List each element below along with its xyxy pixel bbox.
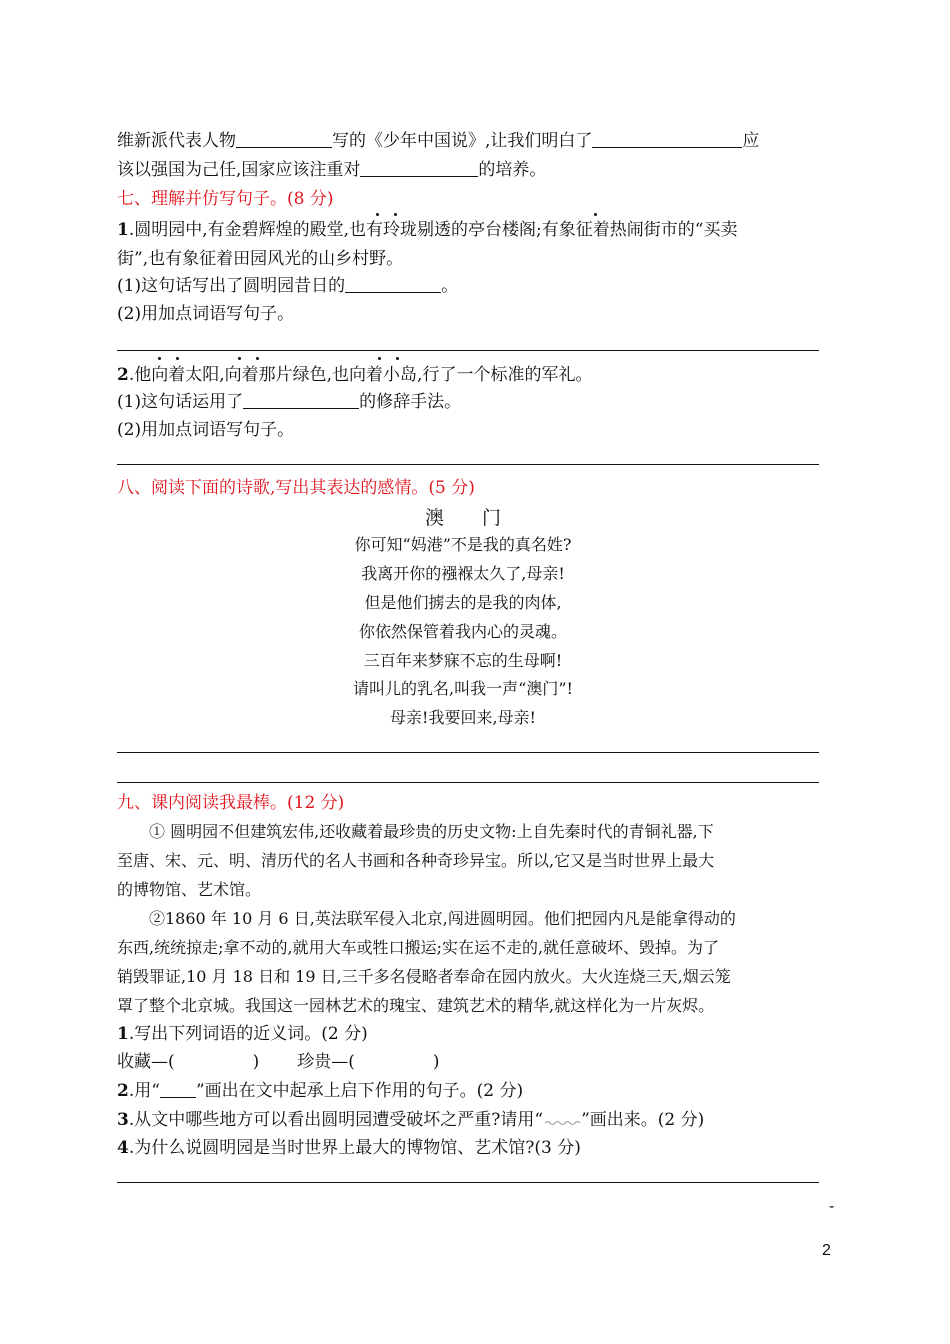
section-8-heading: 八、阅读下面的诗歌,写出其表达的感情。(5 分): [117, 478, 475, 498]
text-segment: 维新派代表人物: [117, 131, 236, 151]
emphasis-dot: [256, 357, 259, 360]
answer-blank[interactable]: [592, 130, 742, 148]
text-segment: .用“: [128, 1081, 160, 1101]
s7-q2-sub-2: (2)用加点词语写句子。: [117, 420, 295, 440]
footer-dash: -: [829, 1198, 835, 1215]
answer-blank[interactable]: [243, 391, 359, 409]
wavy-underline-sample: [543, 1112, 581, 1126]
text-segment: 。: [441, 276, 459, 296]
s7-q1-sub-1: [117, 274, 458, 298]
text-segment: .从文中哪些地方可以看出圆明园遭受破坏之严重?请用“: [128, 1110, 544, 1130]
answer-line[interactable]: [117, 752, 819, 753]
text-segment: 的修辞手法。: [359, 392, 462, 412]
poem-line: 母亲!我要回来,母亲!: [390, 708, 536, 727]
answer-line[interactable]: [117, 350, 819, 351]
straight-underline-sample: [160, 1080, 196, 1098]
emphasis-dot: [394, 213, 397, 216]
emphasis-dot: [376, 213, 379, 216]
question-text: .为什么说圆明园是当时世界上最大的博物馆、艺术馆?(3 分): [128, 1138, 581, 1158]
s7-q2-sub-1: [117, 390, 461, 414]
synonym-row: [117, 1050, 440, 1074]
continuation-line-1: [117, 129, 759, 153]
passage-para-2: ②1860 年 10 月 6 日,英法联军侵入北京,闯进圆明园。他们把园内凡是能拿得动的: [149, 909, 736, 928]
emphasis-dot: [594, 213, 597, 216]
poem-line: 但是他们掳去的是我的肉体,: [364, 593, 562, 612]
poem-line: 我离开你的襁褓太久了,母亲!: [361, 564, 565, 583]
page-number: 2: [822, 1242, 831, 1259]
s9-question-1: [117, 1022, 368, 1046]
answer-line[interactable]: [117, 782, 819, 783]
answer-line[interactable]: [117, 1182, 819, 1183]
passage-para-2-line: 东西,统统掠走;拿不动的,就用大车或牲口搬运;实在运不走的,就任意破坏、毁掉。为了: [117, 938, 720, 957]
emphasis-dot: [158, 357, 161, 360]
poem-line: 你依然保管着我内心的灵魂。: [358, 622, 567, 641]
section-9-heading: 九、课内阅读我最棒。(12 分): [117, 793, 345, 813]
text-segment: (1)这句话运用了: [117, 392, 244, 412]
poem-line: 请叫儿的乳名,叫我一声“澳门”!: [353, 679, 573, 698]
answer-blank[interactable]: [236, 130, 332, 148]
poem-line: 你可知“妈港”不是我的真名姓?: [354, 535, 572, 554]
question-text: .他向着太阳,向着那片绿色,也向着小岛,行了一个标准的军礼。: [128, 365, 593, 385]
question-number: 1: [117, 1024, 129, 1044]
synonym-prompt: 收藏—(: [117, 1052, 175, 1072]
text-segment: ”画出来。(2 分): [581, 1110, 705, 1130]
text-segment: 应: [742, 131, 760, 151]
question-number: 2: [117, 1081, 129, 1101]
emphasis-dot: [396, 357, 399, 360]
passage-para-1: ① 圆明园不但建筑宏伟,还收藏着最珍贵的历史文物:上自先秦时代的青铜礼器,下: [149, 822, 714, 841]
text-segment: ): [252, 1052, 260, 1072]
answer-blank[interactable]: [360, 159, 478, 177]
s9-question-3: [117, 1108, 704, 1132]
s7-question-1-line-2: 街”,也有象征着田园风光的山乡村野。: [117, 249, 404, 269]
poem-title: 澳 门: [424, 507, 501, 529]
text-segment: ): [432, 1052, 440, 1072]
passage-para-2-line: 罩了整个北京城。我国这一园林艺术的瑰宝、建筑艺术的精华,就这样化为一片灰烬。: [117, 996, 715, 1015]
synonym-prompt: 珍贵—(: [297, 1052, 355, 1072]
question-number: 2: [117, 365, 129, 385]
answer-blank[interactable]: [345, 275, 441, 293]
section-7-heading: 七、理解并仿写句子。(8 分): [117, 189, 334, 209]
continuation-line-2: [117, 158, 546, 182]
passage-para-1-line: 的博物馆、艺术馆。: [117, 880, 262, 899]
text-segment: 的培养。: [478, 160, 547, 180]
emphasis-dot: [378, 357, 381, 360]
passage-para-1-line: 至唐、宋、元、明、清历代的名人书画和各种奇珍异宝。所以,它又是当时世界上最大: [117, 851, 715, 870]
question-number: 3: [117, 1110, 129, 1130]
text-segment: 该以强国为己任,国家应该注重对: [117, 160, 361, 180]
s7-question-2: [117, 363, 592, 387]
text-segment: ”画出在文中起承上启下作用的句子。(2 分): [195, 1081, 524, 1101]
question-number: 4: [117, 1138, 129, 1158]
s9-question-4: [117, 1136, 581, 1160]
emphasis-dot: [238, 357, 241, 360]
text-segment: 写的《少年中国说》,让我们明白了: [332, 131, 593, 151]
question-text: .写出下列词语的近义词。(2 分): [128, 1024, 368, 1044]
question-number: 1: [117, 220, 129, 240]
question-text: .圆明园中,有金碧辉煌的殿堂,也有玲珑剔透的亭台楼阁;有象征着热闹街市的“买卖: [128, 220, 738, 240]
poem-line: 三百年来梦寐不忘的生母啊!: [363, 651, 563, 670]
passage-para-2-line: 销毁罪证,10 月 18 日和 19 日,三千多名侵略者奉命在园内放火。大火连烧三天,烟云笼: [117, 967, 731, 986]
text-segment: (1)这句话写出了圆明园昔日的: [117, 276, 346, 296]
s9-question-2: [117, 1079, 523, 1103]
s7-question-1: [117, 218, 737, 242]
emphasis-dot: [176, 357, 179, 360]
s7-q1-sub-2: (2)用加点词语写句子。: [117, 304, 295, 324]
answer-line[interactable]: [117, 464, 819, 465]
